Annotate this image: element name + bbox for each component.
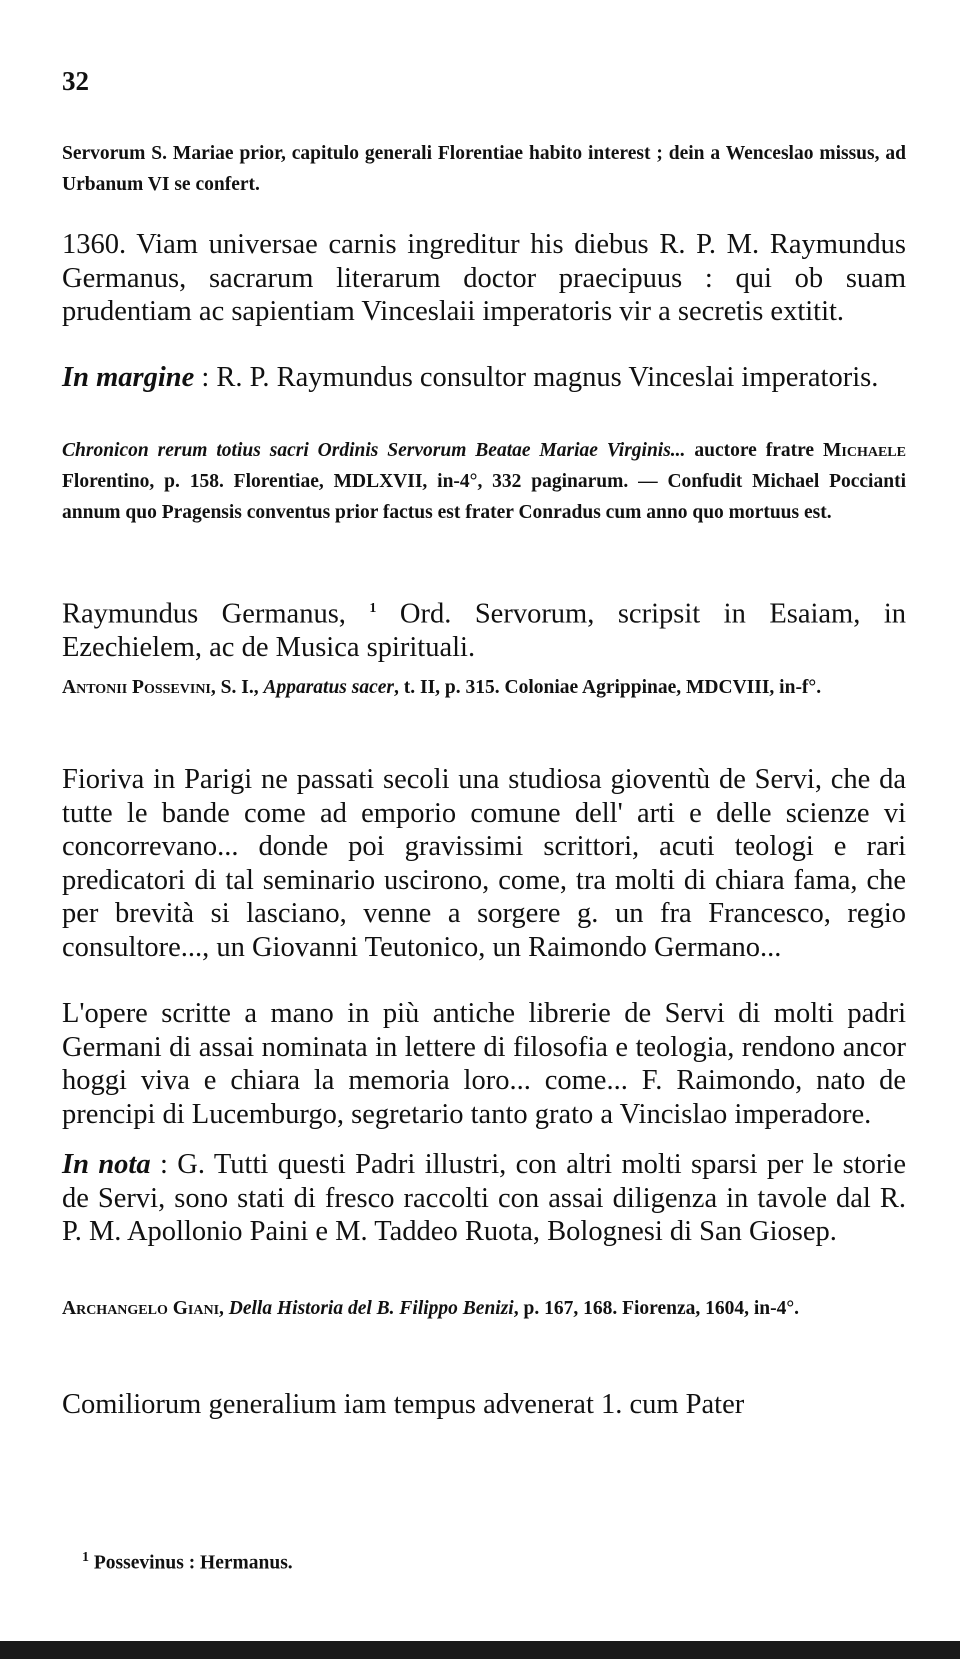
citation-author: Michaele: [823, 440, 906, 461]
source-citation-giani: [62, 1293, 906, 1324]
citation-text: Florentino, p. 158. Florentiae, MDLXVII, in-4°, 332 paginarum. — Confudit Michael Poccianti annum quo Pragensis conventus prior factus est frater Conradus cum anno quo mortuus est.: [62, 471, 906, 523]
nota-label: In nota: [62, 1149, 151, 1180]
margin-note-text: : R. P. Raymundus consultor magnus Vinceslai imperatoris.: [194, 362, 879, 393]
paragraph-in-nota: [62, 1148, 906, 1249]
margin-label: In margine: [62, 362, 195, 393]
footnote-text: Possevinus : Hermanus.: [89, 1552, 293, 1574]
page-number: 32: [62, 66, 89, 96]
citation-text: ,: [219, 1298, 229, 1319]
paragraph-comitiorum: [62, 1388, 906, 1422]
paragraph-1360-text: 1360. Viam universae carnis ingreditur his diebus R. P. M. Raymundus Germanus, sacrarum literarum doctor praecipuus : qui ob suam prudentiam ac sapientiam Vinceslaii imperatoris vir a secretis extitit.: [62, 229, 906, 327]
paragraph-raymundus: [62, 592, 906, 665]
paragraph-margin-note: [62, 361, 906, 395]
citation-title: Della Historia del B. Filippo Benizi: [228, 1298, 514, 1319]
citation-text: , p. 167, 168. Fiorenza, 1604, in-4°.: [513, 1298, 800, 1319]
paragraph-opere-text: L'opere scritte a mano in più antiche librerie de Servi di molti padri Germani di assai nominata in lettere di filosofia e teologia, rendono ancor hoggi viva e chiara la memoria loro... come... F. Raimondo, nato de prencipi di Lucemburgo, segretario tanto grato a Vincislao imperadore.: [62, 998, 906, 1130]
paragraph-comitiorum-text: Comiliorum generalium iam tempus advenerat 1. cum Pater: [62, 1389, 745, 1420]
footnote: [82, 1550, 293, 1575]
paragraph-fioriva: [62, 763, 906, 964]
citation-author: Antonii Possevini: [62, 677, 211, 698]
scan-bottom-border: [0, 1641, 960, 1659]
paragraph-1360: [62, 228, 906, 329]
paragraph-raymundus-text: Ord. Servorum, scripsit in Esaiam, in Ezechielem, ac de Musica spirituali.: [62, 598, 906, 663]
source-citation-possevini: [62, 672, 906, 703]
citation-title: Chronicon rerum totius sacri Ordinis Servorum Beatae Mariae Virginis...: [62, 440, 686, 461]
paragraph-intro-text: Servorum S. Mariae prior, capitulo generali Florentiae habito interest ; dein a Wenceslao missus, ad Urbanum VI se confert.: [62, 143, 906, 195]
footnote-mark: 1: [82, 1550, 89, 1565]
paragraph-raymundus-text: Raymundus Germanus,: [62, 598, 370, 630]
citation-author: Archangelo Giani: [62, 1298, 220, 1319]
citation-text: auctore fratre: [685, 440, 823, 461]
paragraph-opere: [62, 997, 906, 1131]
paragraph-fioriva-text: Fioriva in Parigi ne passati secoli una studiosa gioventù de Servi, che da tutte le bande come ad emporio comune dell' arti e delle scienze vi concorrevano... donde poi gravissimi scrittori, acuti teologi e rari predicatori di tal seminario uscirono, come, tra molti di chiara fama, che per brevità si lasciano, venne a sorgere g. un fra Francesco, regio consultore..., un Giovanni Teutonico, un Raimondo Germano...: [62, 764, 906, 963]
citation-text: , S. I.,: [210, 677, 264, 698]
citation-text: , t. II, p. 315. Coloniae Agrippinae, MDCVIII, in-f°.: [394, 677, 822, 698]
source-citation-chronicon: [62, 435, 906, 528]
citation-title: Apparatus sacer: [263, 677, 395, 698]
paragraph-intro: [62, 138, 906, 200]
nota-text: : G. Tutti questi Padri illustri, con altri molti sparsi per le storie de Servi, sono stati di fresco raccolti con assai diligenza in tavole dal R. P. M. Apollonio Paini e M. Taddeo Ruota, Bolognesi di San Giosep.: [62, 1149, 906, 1247]
footnote-reference: 1: [369, 601, 377, 616]
